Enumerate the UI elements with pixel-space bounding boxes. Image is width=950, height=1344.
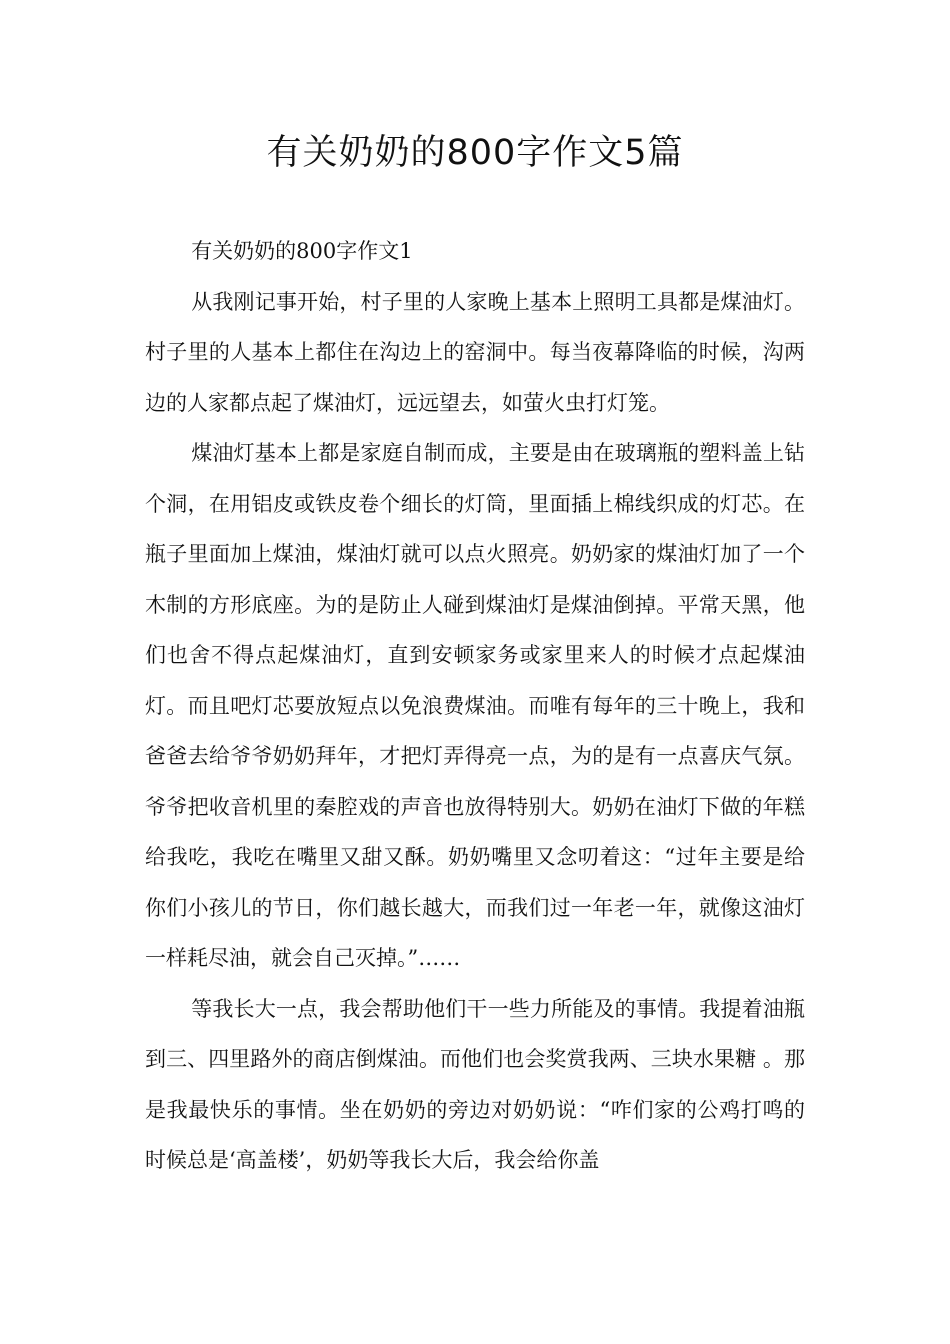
paragraph: 煤油灯基本上都是家庭自制而成，主要是由在玻璃瓶的塑料盖上钻个洞，在用铝皮或铁皮卷个细长的灯筒，里面插上棉线织成的灯芯。在瓶子里面加上煤油，煤油灯就可以点火照亮。奶奶家的煤油灯加了一个木制的方形底座。为的是防止人碰到煤油灯是煤油倒掉。平常天黑，他们也舍不得点起煤油灯，直到安顿家务或家里来人的时候才点起煤油灯。而且吧灯芯要放短点以免浪费煤油。而唯有每年的三十晚上，我和爸爸去给爷爷奶奶拜年，才把灯弄得亮一点，为的是有一点喜庆气氛。爷爷把收音机里的秦腔戏的声音也放得特别大。奶奶在油灯下做的年糕给我吃，我吃在嘴里又甜又酥。奶奶嘴里又念叨着这：“过年主要是给你们小孩儿的节日，你们越长越大，而我们过一年老一年，就像这油灯一样耗尽油，就会自己灭掉。”…… <box>145 441 805 970</box>
document-body <box>145 226 805 1186</box>
essay-subtitle: 有关奶奶的800字作文1 <box>191 239 413 263</box>
paragraph: 从我刚记事开始，村子里的人家晚上基本上照明工具都是煤油灯。村子里的人基本上都住在沟边上的窑洞中。每当夜幕降临的时候，沟两边的人家都点起了煤油灯，远远望去，如萤火虫打灯笼。 <box>145 289 805 415</box>
document-title: 有关奶奶的800字作文5篇 <box>266 133 684 173</box>
paragraph: 等我长大一点，我会帮助他们干一些力所能及的事情。我提着油瓶到三、四里路外的商店倒煤油。而他们也会奖赏我两、三块水果糖 。那是我最快乐的事情。坐在奶奶的旁边对奶奶说：“咋们家的公鸡打鸣的时候总是‘高盖楼’，奶奶等我长大后，我会给你盖 <box>145 996 805 1172</box>
